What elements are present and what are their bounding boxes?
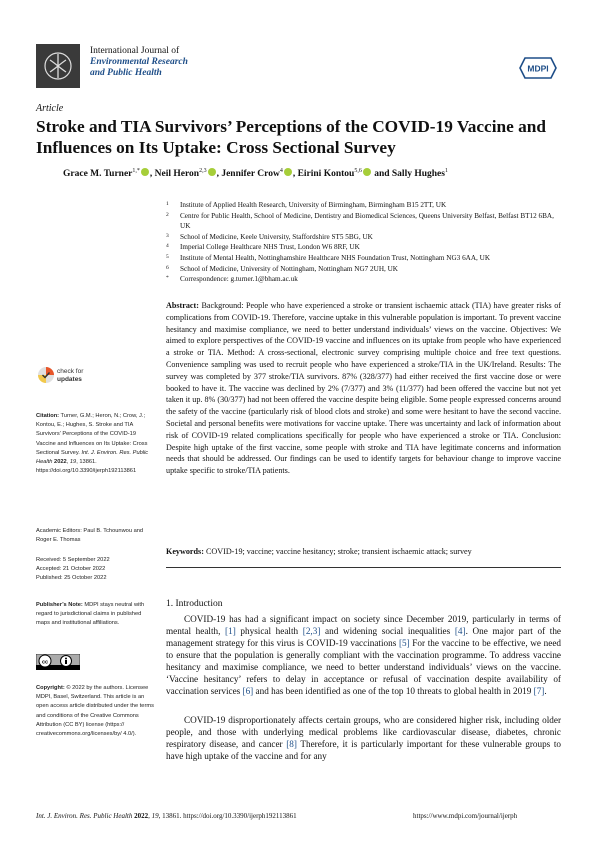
orcid-icon[interactable] xyxy=(284,168,292,176)
author-list: Grace M. Turner$^{1,*}$ , Neil Heron$^{2,3}$ , Jennifer Crow$^4$ , Eirini Kontou$^{5,6}$ and Sally Hughes$^1$ xyxy=(63,168,448,180)
intro-paragraph-2 xyxy=(166,714,561,762)
citation-ref-link[interactable]: [7] xyxy=(533,686,545,696)
check-updates-line1: check for xyxy=(57,368,84,375)
paragraph-text: For the vaccine to be effective, we need to ensure that the population is generally compliant with the vaccination programme. To address vaccine hesitancy and maximise compliance, we need to better understand individuals’ views on the vaccine. ‘Vaccine hesitancy’ refers to delay in acceptance or refusal of vaccination despite availability of vaccination services xyxy=(166,638,561,696)
paragraph-text: COVID-19 disproportionately affects certain groups, who are considered higher risk, including older people, and those with underlying medical problems like cardiovascular disease, diabetes, chronic respiratory disease, and cancer xyxy=(166,715,561,749)
paragraph-text: . One major part of the management strategy for this virus is COVID-19 vaccinations xyxy=(166,626,561,648)
citation-ref-link[interactable]: [2,3] xyxy=(302,626,321,636)
check-updates-line2: updates xyxy=(57,376,82,383)
paragraph-text: and has been identified as one of the top 10 threats to global health in 2019 xyxy=(253,686,534,696)
article-type: Article xyxy=(36,103,64,114)
author-name: Neil Heron xyxy=(154,169,200,180)
author-affil-sup: 4 xyxy=(279,168,283,174)
journal-name-line2: Environmental Research xyxy=(90,57,188,67)
citation-ref-link[interactable]: [5] xyxy=(398,638,410,648)
author-name: Grace M. Turner xyxy=(63,169,133,180)
author-affil-sup: 5,6 xyxy=(354,168,362,174)
cc-by-license-icon[interactable] xyxy=(36,654,80,670)
author-affil-sup: 2,3 xyxy=(199,168,207,174)
affiliation-item: 2 Centre for Public Health, School of Medicine, Dentistry and Biomedical Sciences, Queens University Belfast, Belfast BT12 6BA, UK xyxy=(166,211,554,231)
author-affil-sup: 1 xyxy=(444,168,448,174)
affiliation-item: 6 School of Medicine, University of Nottingham, Nottingham NG7 2UH, UK xyxy=(166,264,398,273)
section-heading-introduction: 1. Introduction xyxy=(166,599,223,609)
affiliation-item: 3 School of Medicine, Keele University, Staffordshire ST5 5BG, UK xyxy=(166,232,373,241)
paragraph-text: COVID-19 has had a significant impact on society since December 2019, particularly in terms of mental health, xyxy=(166,614,561,636)
orcid-icon[interactable] xyxy=(363,168,371,176)
author-name: Eirini Kontou xyxy=(297,169,355,180)
affiliation-item: 1 Institute of Applied Health Research, University of Birmingham, Birmingham B15 2TT, UK xyxy=(166,201,447,209)
journal-logo xyxy=(36,44,80,88)
published-date: Published: 25 October 2022 xyxy=(36,575,107,582)
footer-citation: Int. J. Environ. Res. Public Health 2022, 19, 13861. https://doi.org/10.3390/ijerph192113861 xyxy=(36,812,297,820)
citation-ref-link[interactable]: [4] xyxy=(454,626,466,636)
citation-ref-link[interactable]: [8] xyxy=(286,739,297,749)
accepted-date: Accepted: 21 October 2022 xyxy=(36,566,106,573)
author-affil-sup: 1,* xyxy=(132,168,140,174)
keywords-text: COVID-19; vaccine; vaccine hesitancy; stroke; transient ischaemic attack; survey xyxy=(205,547,472,556)
intro-paragraph-1 xyxy=(166,613,561,697)
svg-text:cc: cc xyxy=(41,659,49,666)
keywords-label: Keywords: xyxy=(166,547,204,556)
affiliation-item: 4 Imperial College Healthcare NHS Trust, London W6 8RF, UK xyxy=(166,243,360,252)
citation-ref-link[interactable]: [6] xyxy=(242,686,254,696)
section-divider xyxy=(166,567,561,568)
copyright-notice: Copyright: © 2022 by the authors. Licensee MDPI, Basel, Switzerland. This article is an open access article distributed under the terms and conditions of the Creative Commons Attribution (CC BY) license (https:// creativecommons.org/licenses/by/ 4.0/). xyxy=(36,685,154,738)
academic-editors: Academic Editors: Paul B. Tchounwou and Roger E. Thomas xyxy=(36,528,144,544)
keywords xyxy=(166,546,561,558)
paragraph-text: Therefore, it is particularly important for these vulnerable groups to have high uptake of the vaccine and for any xyxy=(166,739,561,761)
journal-name xyxy=(90,46,188,79)
check-for-updates-badge[interactable] xyxy=(36,363,96,403)
author-name: Jennifer Crow xyxy=(221,169,280,180)
citation-block: Citation: Turner, G.M.; Heron, N.; Crow, J.; Kontou, E.; Hughes, S. Stroke and TIA Survivors’ Perceptions of the COVID-19 Vaccine and Influences on Its Uptake: Cross Sectional Survey. Int. J. Environ. Res. Public Health 2022, 19, 13861. https://doi.org/10.3390/ijerph192113861 xyxy=(36,413,149,475)
affiliations xyxy=(166,200,561,285)
correspondence: * Correspondence: g.turner.1@bham.ac.uk xyxy=(166,275,298,284)
citation-ref-link[interactable]: [1] xyxy=(225,626,236,636)
orcid-icon[interactable] xyxy=(141,168,149,176)
orcid-icon[interactable] xyxy=(208,168,216,176)
journal-name-line3: and Public Health xyxy=(90,68,162,78)
dates-block xyxy=(36,556,154,584)
paragraph-text: and widening social inequalities xyxy=(320,626,455,636)
author-name: Sally Hughes xyxy=(391,169,445,180)
paragraph-text: . xyxy=(544,686,547,696)
journal-name-line1: International Journal of xyxy=(90,46,180,56)
mdpi-logo-text: MDPI xyxy=(527,63,549,74)
mdpi-logo xyxy=(519,57,557,79)
footer-journal-url[interactable]: https://www.mdpi.com/journal/ijerph xyxy=(413,812,518,820)
abstract-text: Background: People who have experienced a stroke or transient ischaemic attack (TIA) have greater risks of complications from COVID-19. Therefore, vaccine uptake in this vulnerable population is important. To prevent vaccine hesitancy and maximise compliance, we need to better understand individuals’ views on the vaccine. Objectives: We aimed to explore perspectives of the COVID-19 vaccine and influences on its uptake from people who have experienced a stroke or TIA. Method: A cross-sectional, electronic survey comprising multiple choice and free text questions. Convenience sampling was used to recruit people who have experienced a stroke/TIA in the UK/Ireland. Results: The survey was completed by 377 stroke/TIA survivors. 87% (328/377) had either received the first vaccine dose or were booked to have it. The vaccine was declined by 2% (7/377) and 3% (11/377) had been offered the vaccine but not yet taken it up. 8% (30/377) had not been offered the vaccine despite being eligible. Some people expressed concerns around the safety of the vaccine (particularly risk of blood clots and stroke) and some were hesitant to have the second vaccine. Societal and personal benefits were motivations for vaccine uptake. There was uncertainty and lack of information about risk of COVID-19 related complications specifically for people who have experienced a stroke or TIA. Conclusion: Despite high uptake of the first vaccine, some people with stroke and TIA have legitimate concerns and information needs that should be addressed. Our findings can be used to identify targets for behaviour change to improve vaccine uptake specific to stroke/TIA patients. xyxy=(166,301,562,476)
abstract-label: Abstract: xyxy=(166,301,199,310)
affiliation-item: 5 Institute of Mental Health, Nottinghamshire Healthcare NHS Foundation Trust, Nottingham NG3 6AA, UK xyxy=(166,253,491,262)
received-date: Received: 5 September 2022 xyxy=(36,557,110,563)
paragraph-text: physical health xyxy=(235,626,303,636)
article-title: Stroke and TIA Survivors’ Perceptions of the COVID-19 Vaccine and Influences on Its Uptake: Cross Sectional Survey xyxy=(36,117,546,157)
publisher-note: Publisher’s Note: MDPI stays neutral with regard to jurisdictional claims in published maps and institutional affiliations. xyxy=(36,602,145,627)
abstract xyxy=(166,300,561,477)
